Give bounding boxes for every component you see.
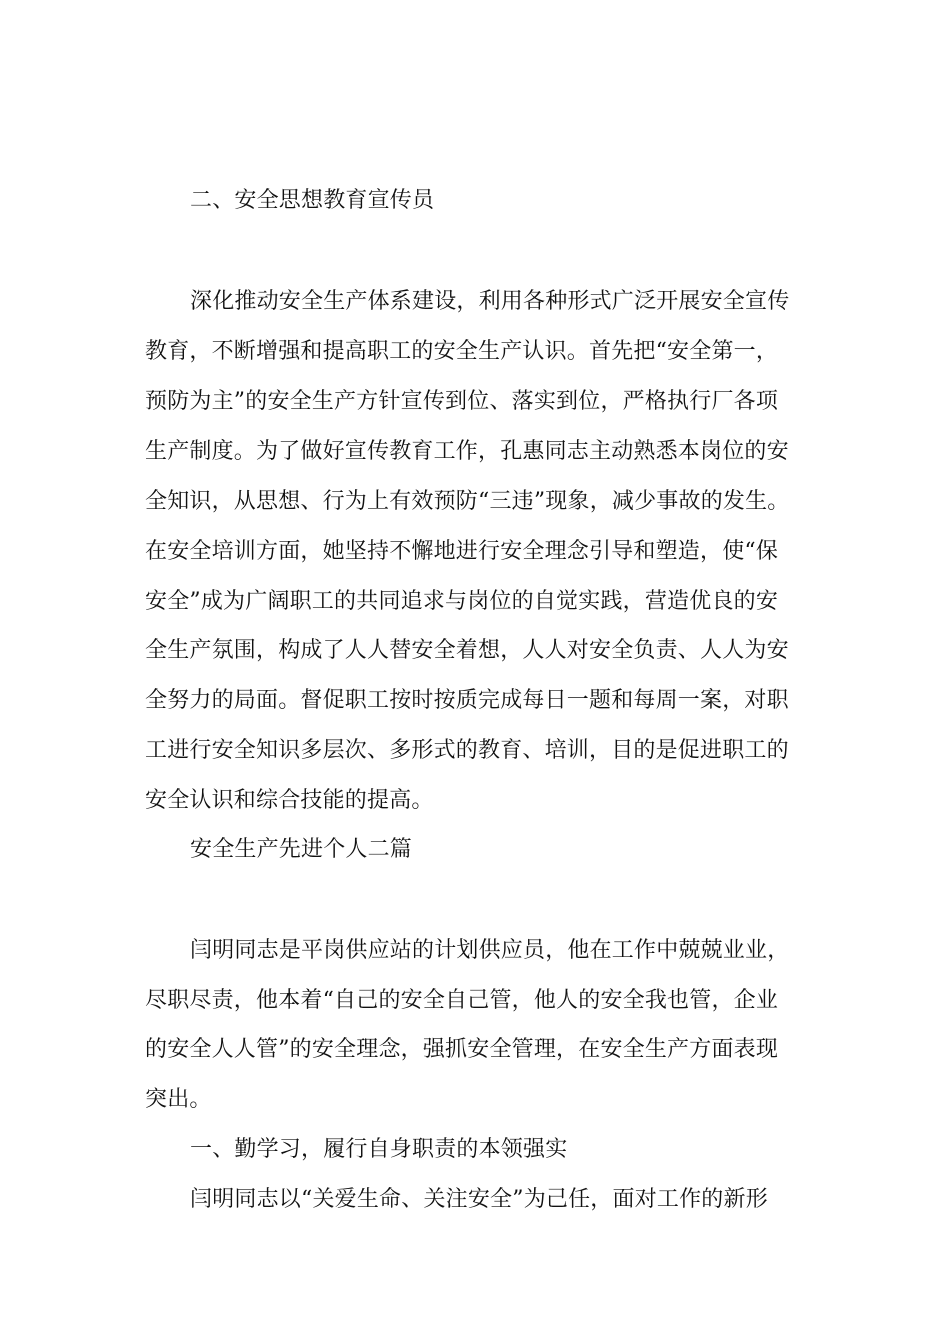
paragraph-line: 闫明同志是平岗供应站的计划供应员，他在工作中兢兢业业，: [190, 938, 790, 963]
paragraph-line: 深化推动安全生产体系建设，利用各种形式广泛开展安全宣传: [190, 289, 790, 314]
paragraph-line: 在安全培训方面，她坚持不懈地进行安全理念引导和塑造，使“保: [145, 539, 779, 564]
paragraph-line: 突出。: [145, 1087, 212, 1112]
paragraph-line: 全努力的局面。督促职工按时按质完成每日一题和每周一案，对职: [145, 688, 789, 713]
paragraph-line: 闫明同志以“关爱生命、关注安全”为己任，面对工作的新形: [190, 1187, 768, 1212]
paragraph-line: 工进行安全知识多层次、多形式的教育、培训，目的是促进职工的: [145, 738, 789, 763]
article-title-advanced-individual: 安全生产先进个人二篇: [190, 837, 413, 862]
paragraph-line: 尽职尽责，他本着“自己的安全自己管，他人的安全我也管，企业: [145, 988, 779, 1013]
paragraph-line: 全生产氛围，构成了人人替安全着想，人人对安全负责、人人为安: [145, 638, 789, 663]
paragraph-line: 全知识，从思想、行为上有效预防“三违”现象，减少事故的发生。: [145, 489, 790, 514]
section-heading-safety-education: 二、安全思想教育宣传员: [190, 188, 435, 213]
paragraph-line: 教育，不断增强和提高职工的安全生产认识。首先把“安全第一，: [145, 339, 779, 364]
paragraph-line: 安全”成为广阔职工的共同追求与岗位的自觉实践，营造优良的安: [145, 589, 779, 614]
paragraph-line: 安全认识和综合技能的提高。: [145, 788, 434, 813]
paragraph-line: 的安全人人管”的安全理念，强抓安全管理，在安全生产方面表现: [145, 1037, 779, 1062]
paragraph-line: 生产制度。为了做好宣传教育工作，孔惠同志主动熟悉本岗位的安: [145, 439, 789, 464]
section-heading-diligent-study: 一、勤学习，履行自身职责的本领强实: [190, 1137, 568, 1162]
paragraph-line: 预防为主”的安全生产方针宣传到位、落实到位，严格执行厂各项: [145, 389, 779, 414]
